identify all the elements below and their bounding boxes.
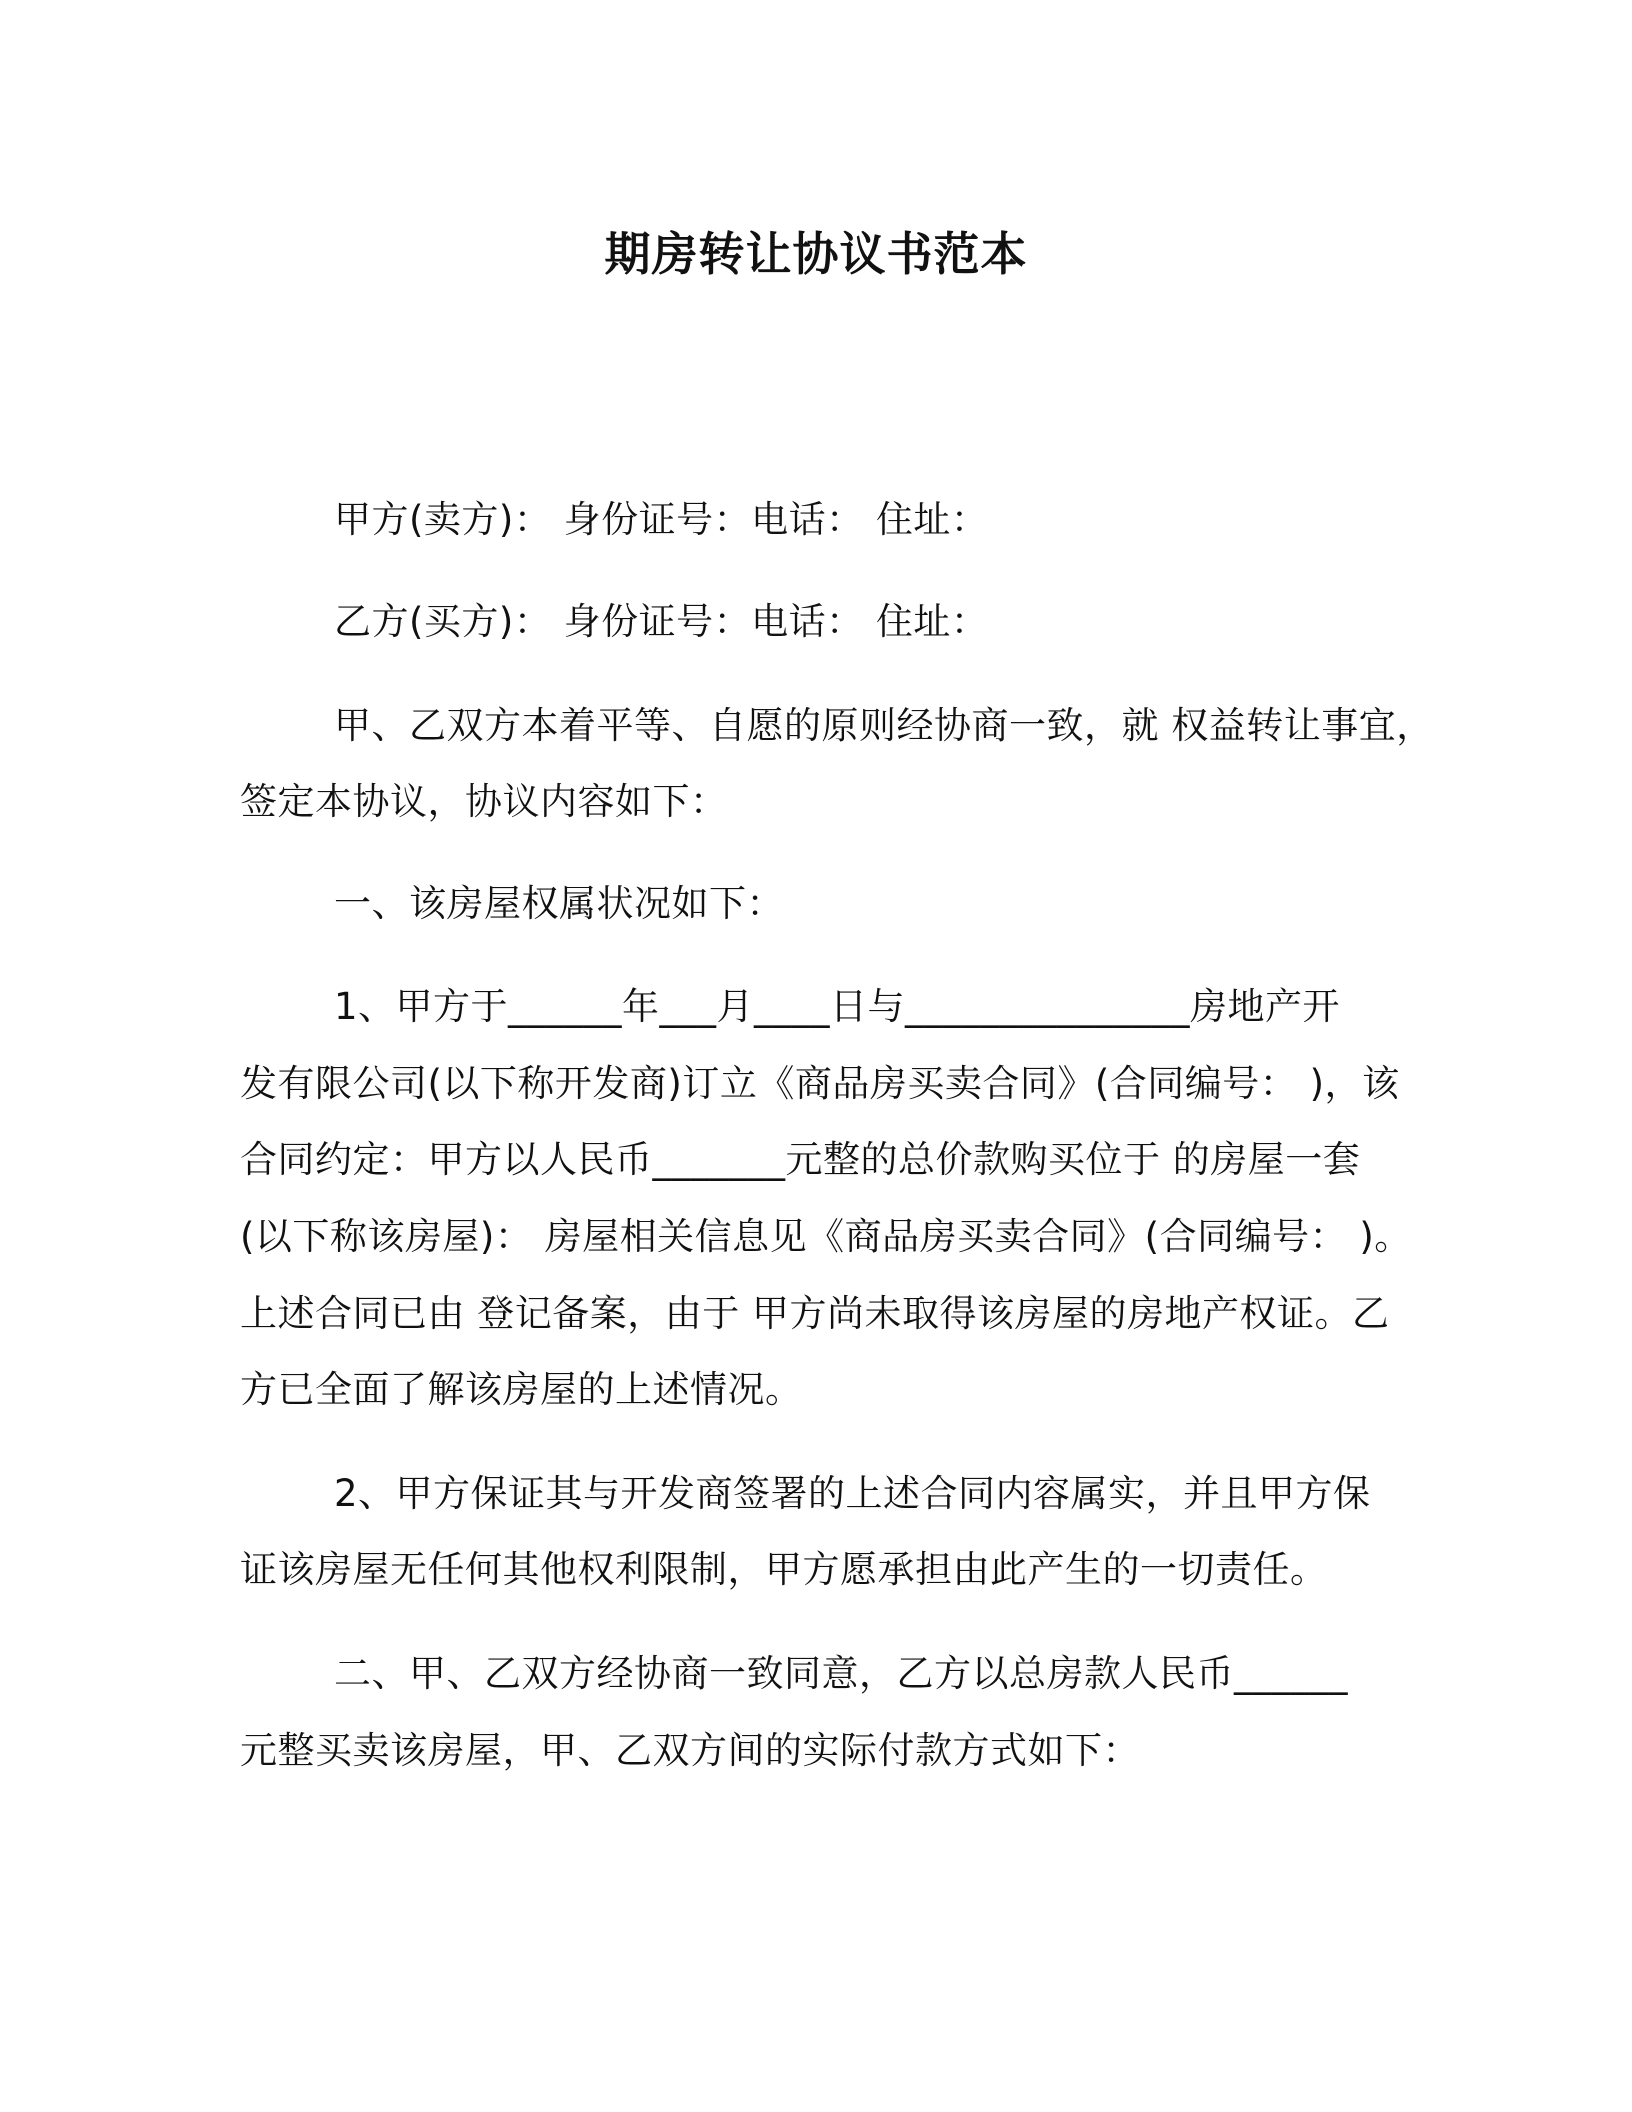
party-a-line: 甲方(卖方)： 身份证号：电话： 住址： — [334, 498, 989, 541]
clause-2-line-1: 2、甲方保证其与开发商签署的上述合同内容属实，并且甲方保 — [334, 1472, 1371, 1515]
section-2-line-1: 二、甲、乙双方经协商一致同意，乙方以总房款人民币______ — [334, 1652, 1348, 1695]
clause-2-line-2: 证该房屋无任何其他权利限制，甲方愿承担由此产生的一切责任。 — [240, 1548, 1328, 1591]
clause-1-line-5: 上述合同已由 登记备案，由于 甲方尚未取得该房屋的房地产权证。乙 — [240, 1292, 1390, 1335]
clause-1-line-2: 发有限公司(以下称开发商)订立《商品房买卖合同》(合同编号： )，该 — [240, 1062, 1400, 1105]
document-title: 期房转让协议书范本 — [604, 227, 1028, 281]
intro-line-1: 甲、乙双方本着平等、自愿的原则经协商一致，就 权益转让事宜， — [334, 704, 1434, 747]
section-1-heading: 一、该房屋权属状况如下： — [334, 882, 784, 925]
clause-1-line-3: 合同约定：甲方以人民币_______元整的总价款购买位于 的房屋一套 — [240, 1138, 1361, 1181]
clause-1-line-1: 1、甲方于______年___月____日与_______________房地产开 — [334, 985, 1341, 1028]
section-2-line-2: 元整买卖该房屋，甲、乙双方间的实际付款方式如下： — [240, 1729, 1140, 1772]
clause-1-line-6: 方已全面了解该房屋的上述情况。 — [240, 1368, 803, 1411]
party-b-line: 乙方(买方)： 身份证号：电话： 住址： — [334, 600, 989, 643]
clause-1-line-4: (以下称该房屋)： 房屋相关信息见《商品房买卖合同》(合同编号： )。 — [240, 1215, 1412, 1258]
intro-line-2: 签定本协议，协议内容如下： — [240, 780, 728, 823]
